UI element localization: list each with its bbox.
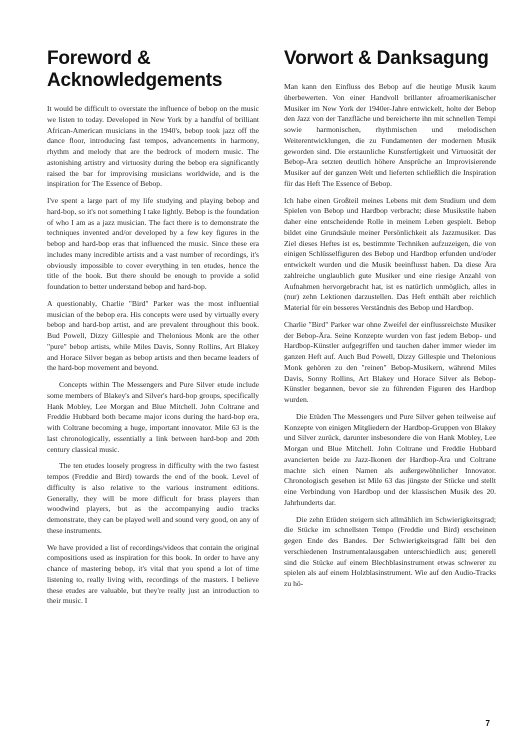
german-body: [284, 82, 496, 590]
german-paragraph: Man kann den Einfluss des Bebop auf die heutige Musik kaum überbewerten. Von einer Handvoll brillanter afroamerikanischer Musiker im New York der 1940er-Jahre entwickelt, holte der Bebop den Jazz von der Tanzfläche und bereicherte ihn mit schnellen Tempi sowie harmonischen, rhythmischen und melodischen Weiterentwicklungen, die zu Fundamenten der modernen Musik geworden sind. Die erstaunliche Kunstfertigkeit und Virtuosität der Bebop-Ära setzten deutlich höhere Ansprüche an Improvisierende Musiker auf der ganzen Welt und lieferten schließlich die Inspiration für das Heft The Essence of Bebop.: [284, 82, 496, 188]
german-paragraph: Ich habe einen Großteil meines Lebens mit dem Studium und dem Spielen von Bebop und Hardbop verbracht; diese Musikstile haben daher eine entscheidende Rolle in meinem Leben gespielt. Bebop bildet eine Grundsäule meiner Persönlichkeit als Jazzmusiker. Das Ziel dieses Heftes ist es, bestimmte Techniken aufzuzeigen, die von einigen Schlüsselfiguren des Bebop und Hardbop erfunden und/oder entwickelt wurden und die Musik beeinflusst haben. Da diese Ära zahlreiche unglaublich gute Musiker und eine riesige Anzahl von Aufnahmen hervorgebracht hat, ist es natürlich unmöglich, alles in (nur) zehn Lektionen darzustellen. Das Heft enthält aber reichlich Material für ein besseres Verständnis des Bebop und Hardbop.: [284, 195, 496, 312]
english-paragraph: We have provided a list of recordings/videos that contain the original compositions used as inspiration for this book. In order to have any chance of mastering bebop, it's vital that you spend a lot of time listening to, really living with, recordings of the masters. I believe these etudes are valuable, but they're really just an introduction to their music. I: [47, 542, 259, 606]
german-paragraph: Die zehn Etüden steigern sich allmählich im Schwierigkeitsgrad; die Stücke im schnellsten Tempo (Freddie und Bird) erscheinen gegen Ende des Bandes. Der Schwierigkeitsgrad fällt bei den verschiedenen Instrumentalausgaben unterschiedlich aus; generell sind die Stücke auf einem Blechblasinstrument etwas schwerer zu spielen als auf einem Holzblasinstrument. Wie auf den Audio-Tracks zu hö-: [284, 514, 496, 588]
english-paragraph: A questionably, Charlie "Bird" Parker was the most influential musician of the bebop era. His concepts were used by virtually every bebop and hard-bop artist, and are prevalent throughout this book. Bud Powell, Dizzy Gillespie and Thelonious Monk are the other "pure" bebop artists, while Miles Davis, Sonny Rollins, Art Blakey and Horace Silver began as bebop artists and then became leaders of the hard-bop movement and beyond.: [47, 298, 259, 373]
page-number: 7: [485, 719, 490, 728]
german-column: [284, 48, 496, 596]
english-heading: Foreword & Acknowledgements: [47, 48, 223, 91]
english-column: [47, 48, 259, 613]
english-paragraph: I've spent a large part of my life studying and playing bebop and hard-bop, so it's not something I take lightly. Bebop is the foundation of who I am as a jazz musician. The fact there is to demonstrate the techniques invented and/or developed by a few key figures in the bebop and hard-bop eras that influenced the music. Since these era includes many incredible artists and a vast number of recordings, it's obviously impossible to cover everything in ten etudes, hence the title of the book. But there should be enough to provide a solid foundation to better understand bebop and hard-bop.: [47, 196, 259, 291]
english-paragraph: The ten etudes loosely progress in difficulty with the two fastest tempos (Freddie and Bird) towards the end of the book. Level of difficulty is also relative to the various instrument editions. Generally, they will be more difficult for brass players than woodwind players, but as the accompanying audio tracks demonstrate, they can be played well and sound very good, on any of these instruments.: [47, 461, 259, 535]
english-paragraph: Concepts within The Messengers and Pure Silver etude include some members of Blakey's and Silver's hard-bop groups, specifically Hank Mobley, Lee Morgan and Blue Mitchell. John Coltrane and Freddie Hubbard both became major icons during the hard-bop era, with Coltrane becoming a huge, important innovator. Mile 63 is the last chronologically, essentially a link between hard-bop and 20th century classical music.: [47, 380, 259, 454]
english-paragraph: It would be difficult to overstate the influence of bebop on the music we listen to today. Developed in New York by a handful of brilliant African-American musicians in the 1940's, bebop took jazz off the dance floor, introducing fast tempos, advancements in harmony, rhythm and melody that are the bedrock of modern music. The astonishing artistry and virtuosity during the bebop era significantly raised the bar for improvising musicians worldwide, and is the inspiration for The Essence of Bebop.: [47, 104, 259, 189]
english-body: [47, 104, 259, 607]
german-paragraph: Charlie "Bird" Parker war ohne Zweifel der einflussreichste Musiker der Bebop-Ära. Seine Konzepte wurden von fast jedem Bebop- und Hardbop-Künstler aufgegriffen und tauchen daher immer wieder im ganzen Heft auf. Auch Bud Powell, Dizzy Gillespie und Thelonious Monk gehören zu den "reinen" Bebop-Musikern, während Miles Davis, Sonny Rollins, Art Blakey und Horace Silver als Bebop-Künstler begannen, bevor sie zu führenden Figuren des Hardbop wurden.: [284, 319, 496, 404]
german-paragraph: Die Etüden The Messengers und Pure Silver gehen teilweise auf Konzepte von einigen Mitgliedern der Hardbop-Gruppen von Blakey und Silver zurück, darunter insbesondere die von Hank Mobley, Lee Morgan und Blue Mitchell. John Coltrane und Freddie Hubbard avancierten beide zu Jazz-Ikonen der Hardbop-Ära und Coltrane machte sich einen Namen als außergewöhnlicher Innovator. Chronologisch gesehen ist Mile 63 das jüngste der Stücke und stellt eine Verbindung von Hardbop und der klassischen Musik des 20. Jahrhunderts dar.: [284, 411, 496, 507]
german-heading: Vorwort & Danksagung: [284, 48, 489, 69]
